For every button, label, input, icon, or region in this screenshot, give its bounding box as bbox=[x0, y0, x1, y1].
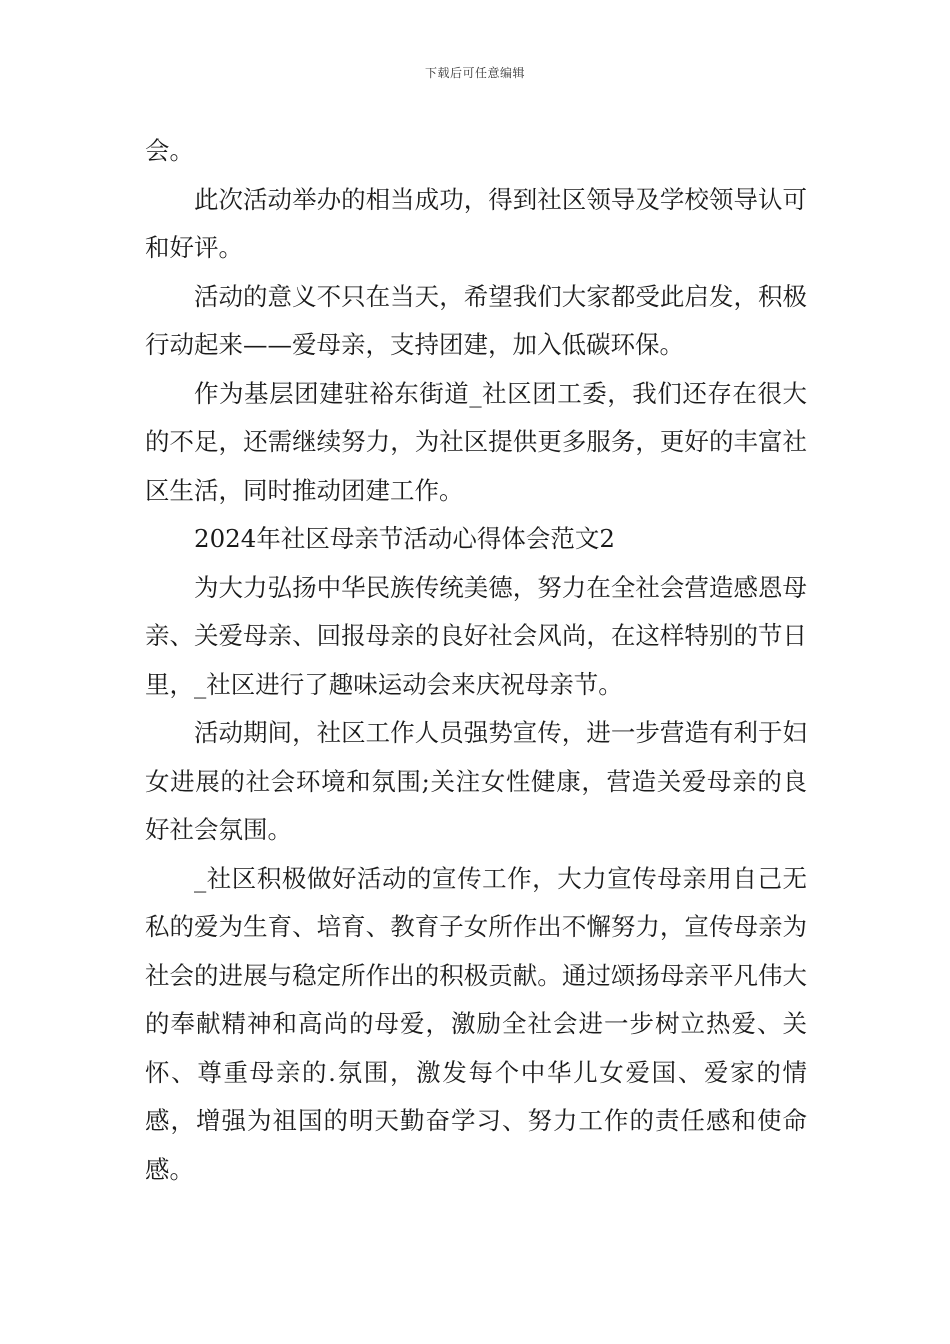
paragraph: _社区积极做好活动的宣传工作，大力宣传母亲用自己无私的爱为生育、培育、教育子女所作出不懈努力，宣传母亲为社会的进展与稳定所作出的积极贡献。通过颂扬母亲平凡伟大的奉献精神和高尚的母爱，激励全社会进一步树立热爱、关怀、尊重母亲的.氛围，激发每个中华儿女爱国、爱家的情感，增强为祖国的明天勤奋学习、努力工作的责任感和使命感。 bbox=[145, 863, 807, 1184]
document-body bbox=[145, 127, 807, 1194]
paragraph: 此次活动举办的相当成功，得到社区领导及学校领导认可和好评。 bbox=[145, 184, 807, 262]
page-header: 下载后可任意编辑 bbox=[424, 66, 525, 80]
paragraph-continuation: 会。 bbox=[145, 136, 194, 165]
paragraph: 作为基层团建驻裕东街道_社区团工委，我们还存在很大的不足，还需继续努力，为社区提供更多服务，更好的丰富社区生活，同时推动团建工作。 bbox=[145, 378, 807, 505]
paragraph: 活动期间，社区工作人员强势宣传，进一步营造有利于妇女进展的社会环境和氛围;关注女性健康，营造关爱母亲的良好社会氛围。 bbox=[145, 718, 807, 844]
section-title: 2024年社区母亲节活动心得体会范文2 bbox=[194, 524, 615, 553]
paragraph: 活动的意义不只在当天，希望我们大家都受此启发，积极行动起来——爱母亲，支持团建，加入低碳环保。 bbox=[145, 281, 807, 359]
paragraph: 为大力弘扬中华民族传统美德，努力在全社会营造感恩母亲、关爱母亲、回报母亲的良好社会风尚，在这样特别的节日里，_社区进行了趣味运动会来庆祝母亲节。 bbox=[145, 572, 807, 699]
